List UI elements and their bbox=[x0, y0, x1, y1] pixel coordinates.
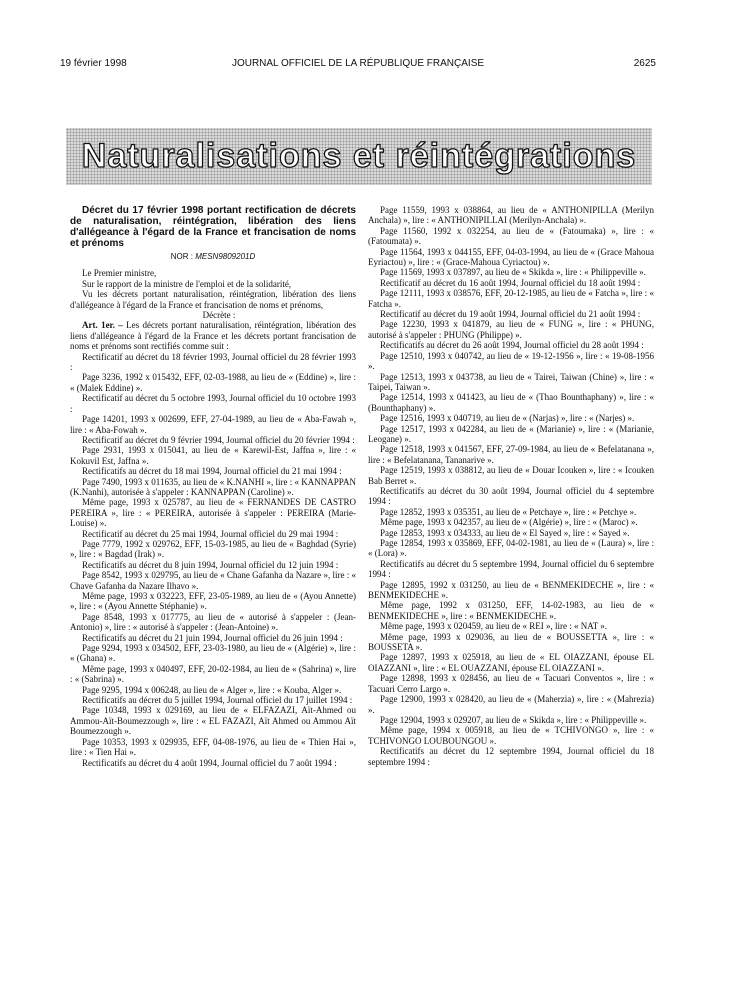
rectification-paragraph: Page 12853, 1993 x 034333, au lieu de « El Sayed », lire : « Sayed ». bbox=[380, 527, 630, 538]
rectification-paragraph: Même page, 1994 x 005918, au lieu de « TCHIVONGO », lire : « TCHIVONGO LOUBOUNGOU ». bbox=[368, 725, 654, 746]
article-label: Art. 1er. – bbox=[82, 320, 123, 331]
rectification-paragraph: Rectificatifs au décret du 26 août 1994, Journal officiel du 28 août 1994 : bbox=[380, 340, 644, 351]
rectification-paragraph: Page 11564, 1993 x 044155, EFF, 04-03-1994, au lieu de « (Grace Mahoua Eyriactou) », lire : « (Grace-Mahoua Cyriactou) ». bbox=[368, 246, 654, 268]
rectification-paragraph: Rectificatifs au décret du 18 mai 1994, Journal officiel du 21 mai 1994 : bbox=[82, 466, 342, 477]
intro-line: Le Premier ministre, bbox=[82, 268, 157, 279]
section-banner bbox=[66, 128, 652, 185]
rectification-paragraph: Même page, 1992 x 031250, EFF, 14-02-1983, au lieu de « BENMEKIDECHE », lire : « BENMEKIDECHE ». bbox=[368, 600, 654, 621]
rectification-paragraph: Même page, 1993 x 040497, EFF, 20-02-1984, au lieu de « (Sahrina) », lire : « (Sabrina) ». bbox=[70, 663, 356, 685]
rectification-paragraph: Rectificatifs au décret du 8 juin 1994, Journal officiel du 12 juin 1994 : bbox=[82, 559, 339, 570]
decree-title: Décret du 17 février 1998 portant rectification de décrets de naturalisation, réintégration, libération des liens d'allégeance à l'égard de la France et francisation de noms et prénoms bbox=[70, 205, 356, 249]
section-title: Naturalisations et réintégrations bbox=[81, 137, 637, 175]
rectification-paragraph: Même page, 1993 x 025787, au lieu de « FERNANDES DE CASTRO PEREIRA », lire : « PEREIRA, autorisée à s'appeler : PEREIRA (Marie-Louise) ». bbox=[70, 497, 356, 529]
rectification-paragraph: Même page, 1993 x 029036, au lieu de « BOUSSETTA », lire : « BOUSSETA ». bbox=[368, 631, 654, 653]
rectification-paragraph: Même page, 1993 x 020459, au lieu de « REI », lire : « NAT ». bbox=[380, 621, 608, 632]
rectification-paragraph: Page 12895, 1992 x 031250, au lieu de « BENMEKIDECHE », lire : « BENMEKIDECHE ». bbox=[368, 579, 654, 601]
rectification-paragraph: Rectificatif au décret du 18 février 1993, Journal officiel du 28 février 1993 : bbox=[70, 351, 356, 373]
right-column bbox=[368, 205, 654, 767]
rectification-paragraph: Page 12111, 1993 x 038576, EFF, 20-12-1985, au lieu de « Fatcha », lire : « Fatcha ». bbox=[368, 288, 654, 309]
rectification-paragraph: Page 10348, 1993 x 029169, au lieu de « ELFAZAZI, Aït-Ahmed ou Ammou-Aït-Boumezzough », lire : « EL FAZAZI, Aït Ahmed ou Ammou Aït Boumezzough ». bbox=[70, 705, 356, 737]
rectification-paragraph: Page 12854, 1993 x 035869, EFF, 04-02-1981, au lieu de « (Laura) », lire : « (Lora) ». bbox=[368, 538, 654, 559]
rectification-paragraph: Page 12898, 1993 x 028456, au lieu de « Tacuari Conventos », lire : « Tacuari Cerro Largo ». bbox=[368, 673, 654, 694]
rectification-paragraph: Rectificatifs au décret du 30 août 1994, Journal officiel du 4 septembre 1994 : bbox=[368, 485, 654, 507]
rectification-paragraph: Même page, 1993 x 042357, au lieu de « (Algérie) », lire : « (Maroc) ». bbox=[380, 517, 638, 528]
rectification-paragraph: Page 7779, 1992 x 029762, EFF, 15-03-1985, au lieu de « Baghdad (Syrie) », lire : « Bagdad (Irak) ». bbox=[70, 538, 356, 560]
rectification-paragraph: Page 9295, 1994 x 006248, au lieu de « Alger », lire : « Kouba, Alger ». bbox=[82, 684, 342, 695]
rectification-paragraph: Page 7490, 1993 x 011635, au lieu de « K.NANHI », lire : « KANNAPPAN (K.Nanhi), autorisée à s'appeler : KANNAPPAN (Caroline) ». bbox=[70, 476, 356, 497]
rectification-paragraph: Rectificatif au décret du 9 février 1994, Journal officiel du 20 février 1994 : bbox=[82, 434, 355, 445]
left-column bbox=[70, 205, 356, 768]
rectification-paragraph: Rectificatifs au décret du 12 septembre 1994, Journal officiel du 18 septembre 1994 : bbox=[368, 746, 654, 767]
rectification-paragraph: Page 12519, 1993 x 038812, au lieu de « Douar Icouken », lire : « Icouken Bab Berret ». bbox=[368, 465, 654, 486]
rectification-paragraph: Page 3236, 1992 x 015432, EFF, 02-03-1988, au lieu de « (Eddine) », lire : « (Malek Eddine) ». bbox=[70, 372, 356, 393]
rectification-paragraph: Page 12230, 1993 x 041879, au lieu de « FUNG », lire : « PHUNG, autorisé à s'appeler : PHUNG (Philippe) ». bbox=[368, 319, 654, 340]
right-rectifications-list bbox=[368, 205, 654, 767]
rectification-paragraph: Page 12518, 1993 x 041567, EFF, 27-09-1984, au lieu de « Befelatanana », lire : « Befelatanana, Tananarive ». bbox=[368, 444, 654, 465]
decrete-label: Décrète : bbox=[202, 310, 236, 321]
article-text: Les décrets portant naturalisation, réintégration, libération des liens d'allégeance à l'égard de la France et les décrets portant francisation de noms et prénoms sont rectifiés comme suit : bbox=[70, 320, 357, 352]
header-date: 19 février 1998 bbox=[60, 58, 127, 69]
rectification-paragraph: Rectificatifs au décret du 5 septembre 1994, Journal officiel du 6 septembre 1994 : bbox=[368, 558, 654, 580]
rectification-paragraph: Rectificatif au décret du 25 mai 1994, Journal officiel du 29 mai 1994 : bbox=[82, 528, 339, 539]
page-header bbox=[60, 58, 656, 72]
rectification-paragraph: Rectificatifs au décret du 21 juin 1994, Journal officiel du 26 juin 1994 : bbox=[82, 632, 343, 643]
rectification-paragraph: Page 12514, 1993 x 041423, au lieu de « (Thao Bounthaphany) », lire : « (Bounthaphany) ». bbox=[368, 392, 654, 413]
rectification-paragraph: Rectificatifs au décret du 5 juillet 1994, Journal officiel du 17 juillet 1994 : bbox=[82, 695, 353, 706]
nor-label: NOR : bbox=[170, 252, 193, 261]
intro-line: Vu les décrets portant naturalisation, réintégration, libération des liens d'allégeance à l'égard de la France et francisation de noms et prénoms, bbox=[70, 289, 356, 310]
left-rectifications-list bbox=[70, 352, 356, 768]
header-page-number: 2625 bbox=[633, 58, 656, 69]
rectification-paragraph: Page 8542, 1993 x 029795, au lieu de « Chane Gafanha da Nazare », lire : « Chave Gafanha da Nazare Ilhavo ». bbox=[70, 570, 356, 591]
rectification-paragraph: Page 12852, 1993 x 035351, au lieu de « Petchaye », lire : « Petchye ». bbox=[380, 506, 637, 517]
nor-code: MESN9809201D bbox=[195, 252, 256, 261]
rectification-paragraph: Page 14201, 1993 x 002699, EFF, 27-04-1989, au lieu de « Aba-Fawah », lire : « Aba-Fowah ». bbox=[70, 414, 356, 435]
rectification-paragraph: Page 12900, 1993 x 028420, au lieu de « (Maherzia) », lire : « (Mahrezia) ». bbox=[368, 694, 654, 715]
rectification-paragraph: Page 12904, 1993 x 029207, au lieu de « Skikda », lire : « Philippeville ». bbox=[380, 714, 647, 725]
rectification-paragraph: Page 11559, 1993 x 038864, au lieu de « ANTHONIPILLA (Merilyn Anchala) », lire : « ANTHONIPILLAI (Merilyn-Anchala) ». bbox=[368, 205, 654, 226]
rectification-paragraph: Rectificatif au décret du 5 octobre 1993, Journal officiel du 10 octobre 1993 : bbox=[70, 393, 356, 414]
rectification-paragraph: Page 8548, 1993 x 017775, au lieu de « autorisé à s'appeler : (Jean-Antonio) », lire : « autorisé à s'appeler : (Jean-Antoine) ». bbox=[70, 611, 356, 633]
rectification-paragraph: Rectificatif au décret du 16 août 1994, Journal officiel du 18 août 1994 : bbox=[380, 277, 641, 288]
rectification-paragraph: Rectificatif au décret du 19 août 1994, Journal officiel du 21 août 1994 : bbox=[380, 309, 641, 320]
rectification-paragraph: Page 10353, 1993 x 029935, EFF, 04-08-1976, au lieu de « Thien Hai », lire : « Tien Hai ». bbox=[70, 736, 356, 758]
rectification-paragraph: Page 12516, 1993 x 040719, au lieu de « (Narjas) », lire : « (Narjes) ». bbox=[380, 413, 635, 424]
rectification-paragraph: Page 12513, 1993 x 043738, au lieu de « Tairei, Taiwan (Chine) », lire : « Taipei, Taiwan ». bbox=[368, 371, 654, 392]
nor-reference bbox=[70, 252, 356, 262]
rectification-paragraph: Rectificatifs au décret du 4 août 1994, Journal officiel du 7 août 1994 : bbox=[82, 757, 337, 768]
rectification-paragraph: Page 9294, 1993 x 034502, EFF, 23-03-1980, au lieu de « (Algérie) », lire : « (Ghana) ». bbox=[70, 643, 356, 664]
article-1 bbox=[70, 320, 356, 351]
rectification-paragraph: Page 12517, 1993 x 042284, au lieu de « (Marianie) », lire : « (Marianie, Leogane) ». bbox=[368, 423, 654, 444]
intro-line: Sur le rapport de la ministre de l'emploi et de la solidarité, bbox=[82, 278, 292, 289]
header-journal-title: JOURNAL OFFICIEL DE LA RÉPUBLIQUE FRANÇAISE bbox=[231, 58, 485, 69]
rectification-paragraph: Même page, 1993 x 032223, EFF, 23-05-1989, au lieu de « (Ayou Annette) », lire : « (Ayou Annette Stéphanie) ». bbox=[70, 591, 356, 612]
rectification-paragraph: Page 11560, 1992 x 032254, au lieu de « (Fatoumaka) », lire : « (Fatoumata) ». bbox=[368, 225, 654, 247]
rectification-paragraph: Page 12510, 1993 x 040742, au lieu de « 19-12-1956 », lire : « 19-08-1956 ». bbox=[368, 350, 654, 372]
rectification-paragraph: Page 12897, 1993 x 025918, au lieu de « EL OIAZZANI, épouse EL OIAZZANI », lire : « EL OUAZZANI, épouse EL OIAZZANI ». bbox=[368, 652, 654, 673]
rectification-paragraph: Page 2931, 1993 x 015041, au lieu de « Karewil-Est, Jaffna », lire : « Kokuvil Est, Jaffna ». bbox=[70, 445, 356, 466]
rectification-paragraph: Page 11569, 1993 x 037897, au lieu de « Skikda », lire : « Philippeville ». bbox=[380, 267, 646, 278]
